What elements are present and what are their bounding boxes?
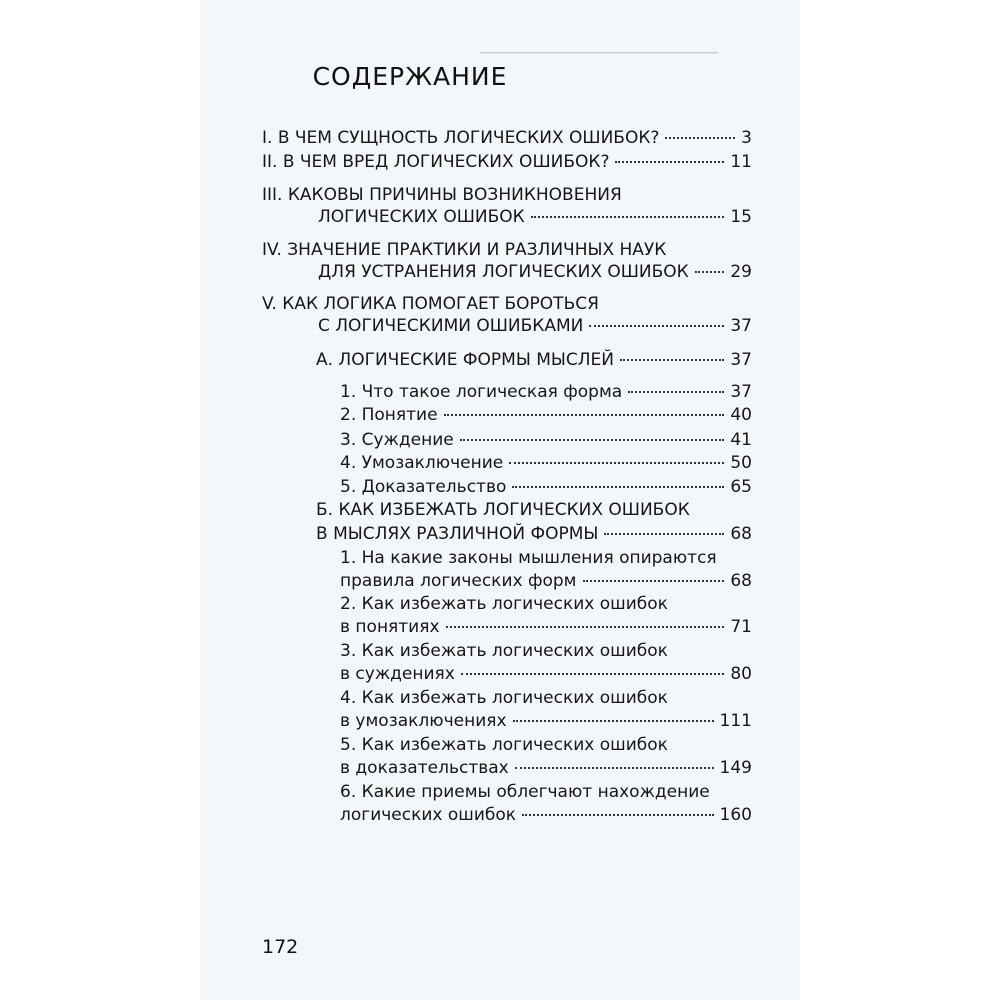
- dot-leader: [461, 672, 725, 675]
- toc-entry-label: логических ошибок: [340, 805, 517, 825]
- dot-leader: [695, 270, 725, 273]
- toc-heading: СОДЕРЖАНИЕ: [312, 62, 508, 91]
- dot-leader: [583, 579, 725, 582]
- toc-entry-label: 1. Что такое логическая форма: [340, 382, 623, 402]
- toc-entry-label: 3. Суждение: [340, 430, 454, 450]
- toc-entry-label: IV. ЗНАЧЕНИЕ ПРАКТИКИ И РАЗЛИЧНЫХ НАУК: [262, 240, 667, 260]
- toc-entry-page: 149: [719, 758, 752, 778]
- toc-entry-label: II. В ЧЕМ ВРЕД ЛОГИЧЕСКИХ ОШИБОК?: [262, 152, 610, 172]
- toc-entry-page: 50: [730, 453, 752, 473]
- toc-entry-label: I. В ЧЕМ СУЩНОСТЬ ЛОГИЧЕСКИХ ОШИБОК?: [262, 128, 660, 148]
- toc-entry-page: 160: [719, 805, 752, 825]
- dot-leader: [522, 813, 714, 816]
- toc-entry-page: 65: [730, 477, 752, 497]
- bleed-through: ────────────────: [480, 40, 719, 64]
- toc-entry-label: Б. КАК ИЗБЕЖАТЬ ЛОГИЧЕСКИХ ОШИБОК: [316, 500, 690, 520]
- dot-leader: [515, 766, 714, 769]
- toc-entry-page: 41: [730, 430, 752, 450]
- dot-leader: [589, 324, 724, 327]
- toc-entry-label: 4. Умозаключение: [340, 453, 504, 473]
- toc-entry-page: 71: [730, 617, 752, 637]
- toc-entry-label: 3. Как избежать логических ошибок: [340, 641, 668, 661]
- toc-entry-label: 2. Как избежать логических ошибок: [340, 594, 668, 614]
- toc-entry-label: в понятиях: [340, 617, 440, 637]
- toc-entry-label: 5. Доказательство: [340, 477, 507, 497]
- toc-entry-page: 40: [730, 405, 752, 425]
- toc-entry-label: в умозаключениях: [340, 711, 507, 731]
- toc-entry-label: ЛОГИЧЕСКИХ ОШИБОК: [318, 207, 525, 227]
- toc-entry-page: 68: [730, 571, 752, 591]
- toc-entry-label: в доказательствах: [340, 758, 509, 778]
- toc-entry-page: 29: [730, 262, 752, 282]
- dot-leader: [513, 719, 714, 722]
- toc-entry-label: 6. Какие приемы облегчают нахождение: [340, 782, 710, 802]
- toc-entry-page: 80: [730, 664, 752, 684]
- page-number: 172: [262, 936, 299, 958]
- dot-leader: [531, 215, 725, 218]
- toc-entry-label: ДЛЯ УСТРАНЕНИЯ ЛОГИЧЕСКИХ ОШИБОК: [318, 262, 689, 282]
- toc-entry-label: А. ЛОГИЧЕСКИЕ ФОРМЫ МЫСЛЕЙ: [316, 350, 614, 370]
- dot-leader: [604, 532, 724, 535]
- toc-entry-label: 2. Понятие: [340, 405, 438, 425]
- dot-leader: [512, 485, 724, 488]
- toc-entry-label: правила логических форм: [340, 571, 577, 591]
- toc-entry-label: III. КАКОВЫ ПРИЧИНЫ ВОЗНИКНОВЕНИЯ: [262, 185, 622, 205]
- dot-leader: [460, 438, 725, 441]
- toc-entry-page: 68: [730, 524, 752, 544]
- dot-leader: [615, 160, 724, 163]
- toc-entry-label: 1. На какие законы мышления опираются: [340, 548, 717, 568]
- toc-entry-label: 5. Как избежать логических ошибок: [340, 735, 668, 755]
- dot-leader: [620, 358, 724, 361]
- toc-entry-page: 37: [730, 350, 752, 370]
- toc-entry-page: 111: [719, 711, 752, 731]
- toc-entry-label: С ЛОГИЧЕСКИМИ ОШИБКАМИ: [318, 316, 584, 336]
- toc-entry-label: V. КАК ЛОГИКА ПОМОГАЕТ БОРОТЬСЯ: [262, 294, 599, 314]
- toc-entry-label: в суждениях: [340, 664, 455, 684]
- toc-entry-page: 15: [730, 207, 752, 227]
- toc-entry-page: 37: [730, 316, 752, 336]
- dot-leader: [446, 625, 725, 628]
- dot-leader: [509, 461, 724, 464]
- dot-leader: [665, 136, 735, 139]
- toc-entry-label: В МЫСЛЯХ РАЗЛИЧНОЙ ФОРМЫ: [316, 524, 599, 544]
- toc-entry-page: 3: [741, 128, 752, 148]
- toc-entry-page: 11: [730, 152, 752, 172]
- dot-leader: [628, 390, 724, 393]
- dot-leader: [444, 413, 725, 416]
- toc-entry-label: 4. Как избежать логических ошибок: [340, 688, 668, 708]
- toc-entry-page: 37: [730, 382, 752, 402]
